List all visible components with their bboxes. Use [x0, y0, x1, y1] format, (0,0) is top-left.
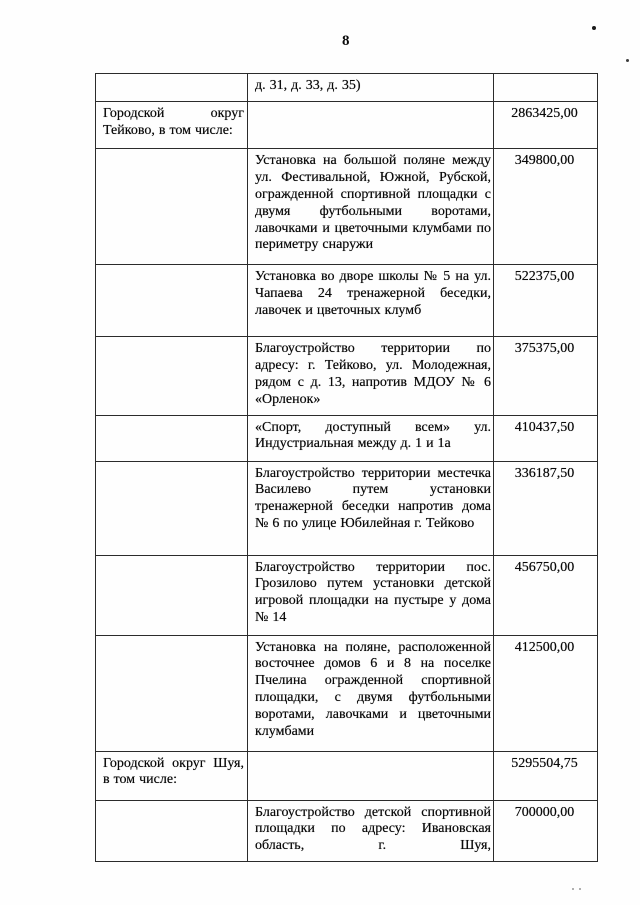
project-cell: Благоустройство территории местечка Василево путем установки тренажерной беседки напротив дома № 6 по улице Юбилейная г. Тейково	[248, 461, 494, 555]
project-cell: Установка во дворе школы № 5 на ул. Чапаева 24 тренажерной беседки, лавочек и цветочных клумб	[248, 264, 494, 336]
amount-cell: 522375,00	[494, 264, 598, 336]
scan-speck	[572, 888, 574, 890]
region-cell	[96, 336, 248, 415]
project-cell: Благоустройство территории пос. Грозилово путем установки детской игровой площадки на пустыре у дома № 14	[248, 555, 494, 635]
region-cell: Городской округ Шуя, в том числе:	[96, 751, 248, 800]
table-row	[96, 751, 598, 800]
amount-cell: 336187,50	[494, 461, 598, 555]
page-number: 8	[342, 33, 350, 49]
amount-cell: 375375,00	[494, 336, 598, 415]
table-row	[96, 148, 598, 264]
project-cell	[248, 101, 494, 148]
project-cell: д. 31, д. 33, д. 35)	[248, 74, 494, 102]
table-row	[96, 555, 598, 635]
amount-cell: 410437,50	[494, 415, 598, 461]
table-row	[96, 101, 598, 148]
amount-cell: 700000,00	[494, 800, 598, 862]
amount-cell	[494, 74, 598, 102]
table-row	[96, 336, 598, 415]
amount-cell: 412500,00	[494, 635, 598, 751]
region-cell	[96, 555, 248, 635]
project-cell: Установка на большой поляне между ул. Фестивальной, Южной, Рубской, огражденной спортивной площадки с двумя футбольными воротами, лавочками и цветочными клумбами по периметру снаружи	[248, 148, 494, 264]
table-row	[96, 635, 598, 751]
project-cell: Установка на поляне, расположенной восточнее домов 6 и 8 на поселке Пчелина огражденной спортивной площадки, с двумя футбольными воротами, лавочками и цветочными клумбами	[248, 635, 494, 751]
amount-cell: 2863425,00	[494, 101, 598, 148]
project-cell: «Спорт, доступный всем» ул. Индустриальная между д. 1 и 1а	[248, 415, 494, 461]
scan-speck	[592, 26, 596, 30]
table-row	[96, 415, 598, 461]
region-cell	[96, 148, 248, 264]
region-cell	[96, 800, 248, 862]
table-row	[96, 461, 598, 555]
scan-speck	[626, 59, 629, 62]
amount-cell: 456750,00	[494, 555, 598, 635]
project-cell: Благоустройство территории по адресу: г. Тейково, ул. Молодежная, рядом с д. 13, напротив МДОУ № 6 «Орленок»	[248, 336, 494, 415]
project-cell: Благоустройство детской спортивной площадки по адресу: Ивановская область, г. Шуя,	[248, 800, 494, 862]
table-row	[96, 264, 598, 336]
region-cell	[96, 461, 248, 555]
amount-cell: 5295504,75	[494, 751, 598, 800]
budget-table	[95, 73, 598, 862]
region-cell	[96, 264, 248, 336]
region-cell	[96, 415, 248, 461]
amount-cell: 349800,00	[494, 148, 598, 264]
region-cell	[96, 74, 248, 102]
table-row	[96, 800, 598, 862]
project-cell	[248, 751, 494, 800]
scan-speck	[579, 888, 581, 890]
region-cell: Городской округ Тейково, в том числе:	[96, 101, 248, 148]
table-row	[96, 74, 598, 102]
region-cell	[96, 635, 248, 751]
